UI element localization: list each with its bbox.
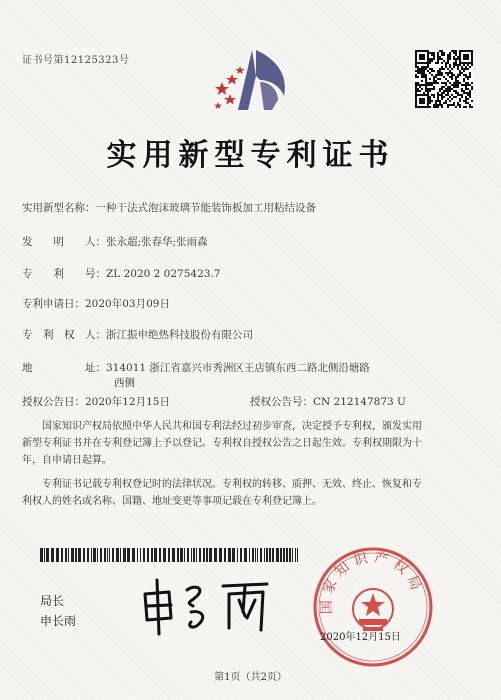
address-value-line1: 314011 浙江省嘉兴市秀洲区王店镇东西二路北侧沿塘路 xyxy=(106,362,370,374)
signer-name: 申长雨 xyxy=(40,614,77,628)
certificate-number: 证书号第12125323号 xyxy=(22,55,130,66)
barcode-icon xyxy=(40,548,300,562)
notice-line: 专利证书记载专利权登记时的法律状况。专利权的转移、质押、无效、终止、恢复和专 xyxy=(22,479,422,490)
cnipa-logo-icon xyxy=(208,46,292,116)
grant-number-value: CN 212147873 U xyxy=(313,396,406,408)
notice-line: 年，自申请日起算。 xyxy=(22,455,112,466)
page-number: 第1页（共2页） xyxy=(214,672,287,683)
patentee-value: 浙江振申绝热科技股份有限公司 xyxy=(106,329,253,341)
grant-date-row xyxy=(22,394,170,409)
utility-name-value: 一种干法式泡沫玻璃节能装饰板加工用粘结设备 xyxy=(95,202,316,214)
inventor-row xyxy=(22,234,208,249)
notice-paragraph-1 xyxy=(22,418,482,469)
qr-code-icon xyxy=(415,50,473,108)
grant-number-row xyxy=(250,394,406,409)
patent-number-row xyxy=(22,266,220,281)
utility-name-label: 实用新型名称： xyxy=(22,202,96,214)
filing-date-label: 专利申请日： xyxy=(22,298,85,310)
grant-date-label: 授权公告日： xyxy=(22,396,85,408)
page-title: 实用新型专利证书 xyxy=(106,138,395,173)
inventor-label: 发 明 人： xyxy=(22,236,106,248)
address-row xyxy=(22,360,370,375)
notice-paragraph-2 xyxy=(22,476,482,510)
issue-date: 2020年12月15日 xyxy=(320,632,401,643)
grant-number-label: 授权公告号： xyxy=(250,396,313,408)
handwritten-signature xyxy=(135,572,280,642)
signer-role: 局长 xyxy=(40,594,65,608)
notice-line: 新型专利证书并在专利登记簿上予以登记。专利权自授权公告之日起生效。专利权期限为十 xyxy=(22,438,422,449)
patentee-label: 专 利 权 人： xyxy=(22,329,106,341)
notice-line: 国家知识产权局依照中华人民共和国专利法经过初步审查，决定授予专利权，颁发实用 xyxy=(22,421,422,432)
filing-date-value: 2020年03月09日 xyxy=(85,298,170,310)
patent-number-value: ZL 2020 2 0275423.7 xyxy=(106,268,221,280)
svg-text:国家知识产权局: 国家知识产权局 xyxy=(318,549,427,615)
patentee-row xyxy=(22,327,253,342)
official-seal xyxy=(311,545,435,669)
address-label: 地 址： xyxy=(22,362,106,374)
grant-date-value: 2020年12月15日 xyxy=(85,396,170,408)
address-value-line2: 西侧 xyxy=(114,377,135,389)
filing-date-row xyxy=(22,296,170,311)
inventor-value: 张永超;张春华;张雨森 xyxy=(106,236,208,248)
notice-line: 利权人的姓名或名称、国籍、地址变更等事项记载在专利登记簿上。 xyxy=(22,496,322,507)
patent-number-label: 专 利 号： xyxy=(22,268,106,280)
utility-name-row xyxy=(22,200,316,215)
